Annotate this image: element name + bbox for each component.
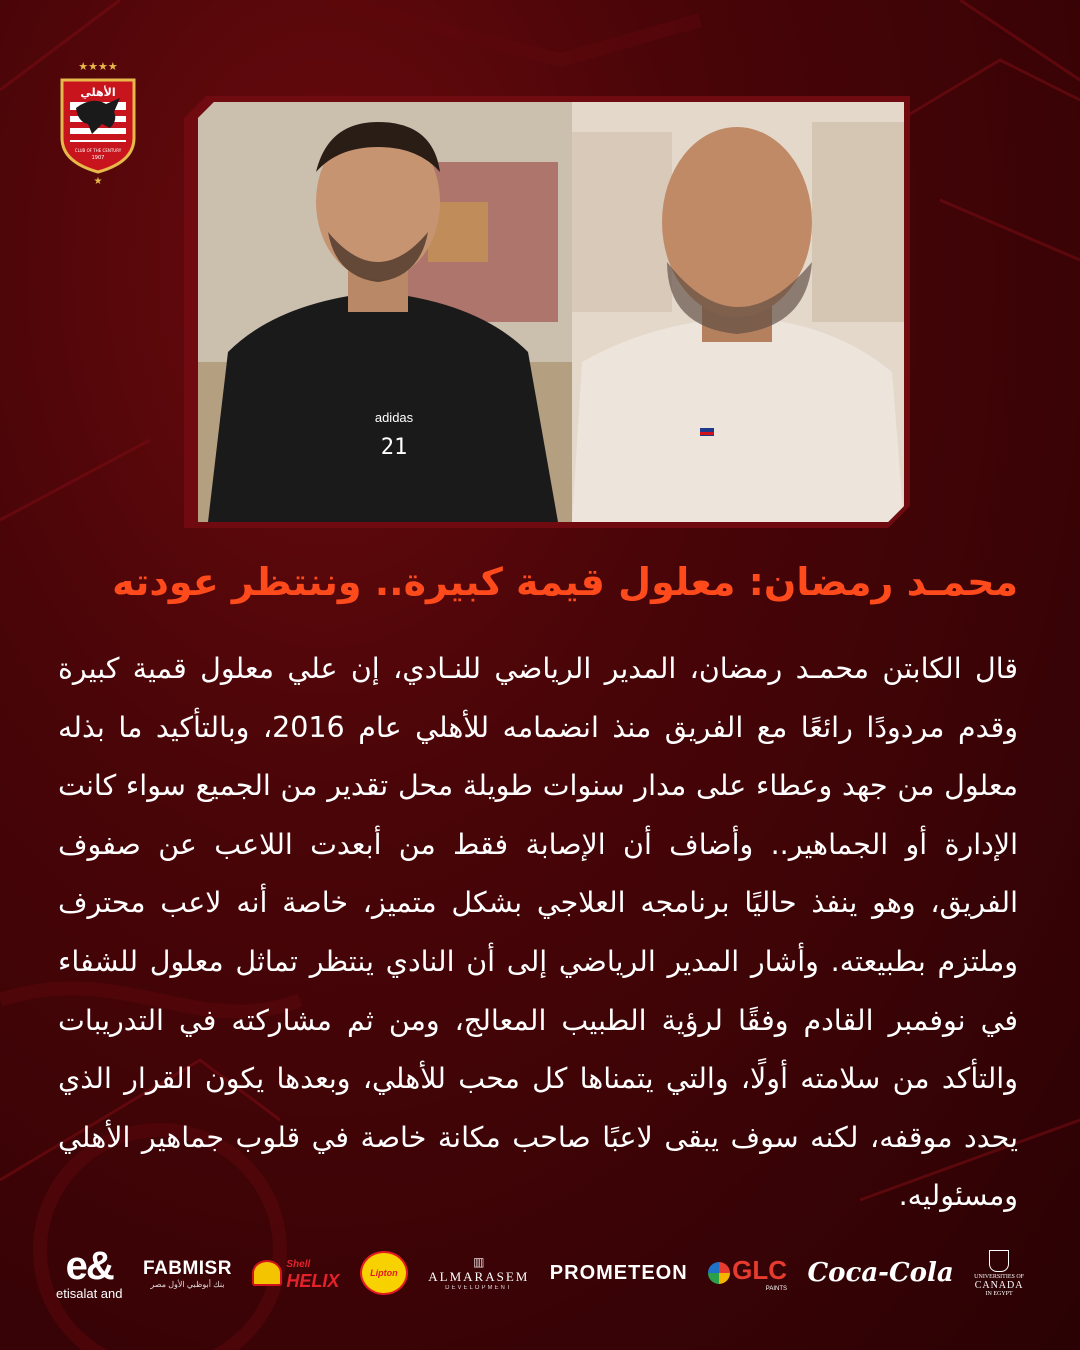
player-photo — [198, 102, 572, 522]
svg-text:★: ★ — [93, 176, 103, 187]
al-ahly-logo — [58, 58, 138, 188]
sponsor-prometeon-logo: PROMETEON — [549, 1261, 688, 1284]
sponsor-glc-logo: GLC PAINTS — [708, 1255, 787, 1292]
sponsor-cocacola-logo: Coca-Cola — [807, 1258, 954, 1288]
glc-icon — [708, 1262, 730, 1284]
logo-year: 1907 — [91, 155, 105, 161]
shell-icon — [252, 1260, 282, 1286]
jersey-brand: adidas — [374, 410, 414, 425]
photo-frame — [184, 96, 910, 528]
sponsor-almarasem-logo: ▥ ALMARASEM DEVELOPMENT — [428, 1255, 530, 1291]
sponsors-bar — [56, 1238, 1024, 1308]
jersey-number: 21 — [380, 435, 408, 460]
sponsor-fabmisr-logo: FABMISR بنك أبوظبي الأول مصر — [142, 1257, 232, 1289]
manager-photo — [572, 102, 904, 522]
logo-stars: ★★★★ — [78, 60, 118, 73]
university-crest-icon — [989, 1250, 1009, 1272]
sponsor-shell-helix-logo: Shell HELIX — [252, 1257, 339, 1289]
sponsor-etisalat-logo: e& etisalat and — [56, 1243, 123, 1301]
sponsor-lipton-logo: Lipton — [360, 1251, 408, 1295]
sponsor-universities-of-canada-logo: UNIVERSITIES OF CANADA IN EGYPT — [974, 1250, 1024, 1297]
article-body: قال الكابتن محمـد رمضان، المدير الرياضي للنـادي، إن علي معلول قمية كبيرة وقدم مردودًا رائعًا مع الفريق منذ انضمامه للأهلي عام 2016، وبالتأكيد ما بذله معلول من جهد وعطاء على مدار سنوات طويلة محل تقدير من الجميع سواء كانت الإدارة أو الجماهير.. وأضاف أن الإصابة فقط من أبعدت اللاعب عن صفوف الفريق، وهو ينفذ حاليًا برنامجه العلاجي بشكل متميز، خاصة أنه لاعب محترف وملتزم بطبيعته. وأشار المدير الرياضي إلى أن النادي ينتظر تماثل معلول للشفاء في نوفمبر القادم وفقًا لرؤية الطبيب المعالج، ومن ثم مشاركته في التدريبات والتأكد من سلامته أولًا، والتي يتمناها كل محب للأهلي، وبعدها يكون القرار الذي يحدد موقفه، لكنه سوف يبقى لاعبًا صاحب مكانة خاصة في قلوب جماهير الأهلي ومسئوليه. — [58, 652, 1018, 1213]
logo-motto: CLUB OF THE CENTURY — [74, 148, 122, 153]
article-headline: محمـد رمضان: معلول قيمة كبيرة.. وننتظر عودته — [112, 560, 1018, 604]
logo-arabic-text: الأهلي — [80, 86, 116, 99]
